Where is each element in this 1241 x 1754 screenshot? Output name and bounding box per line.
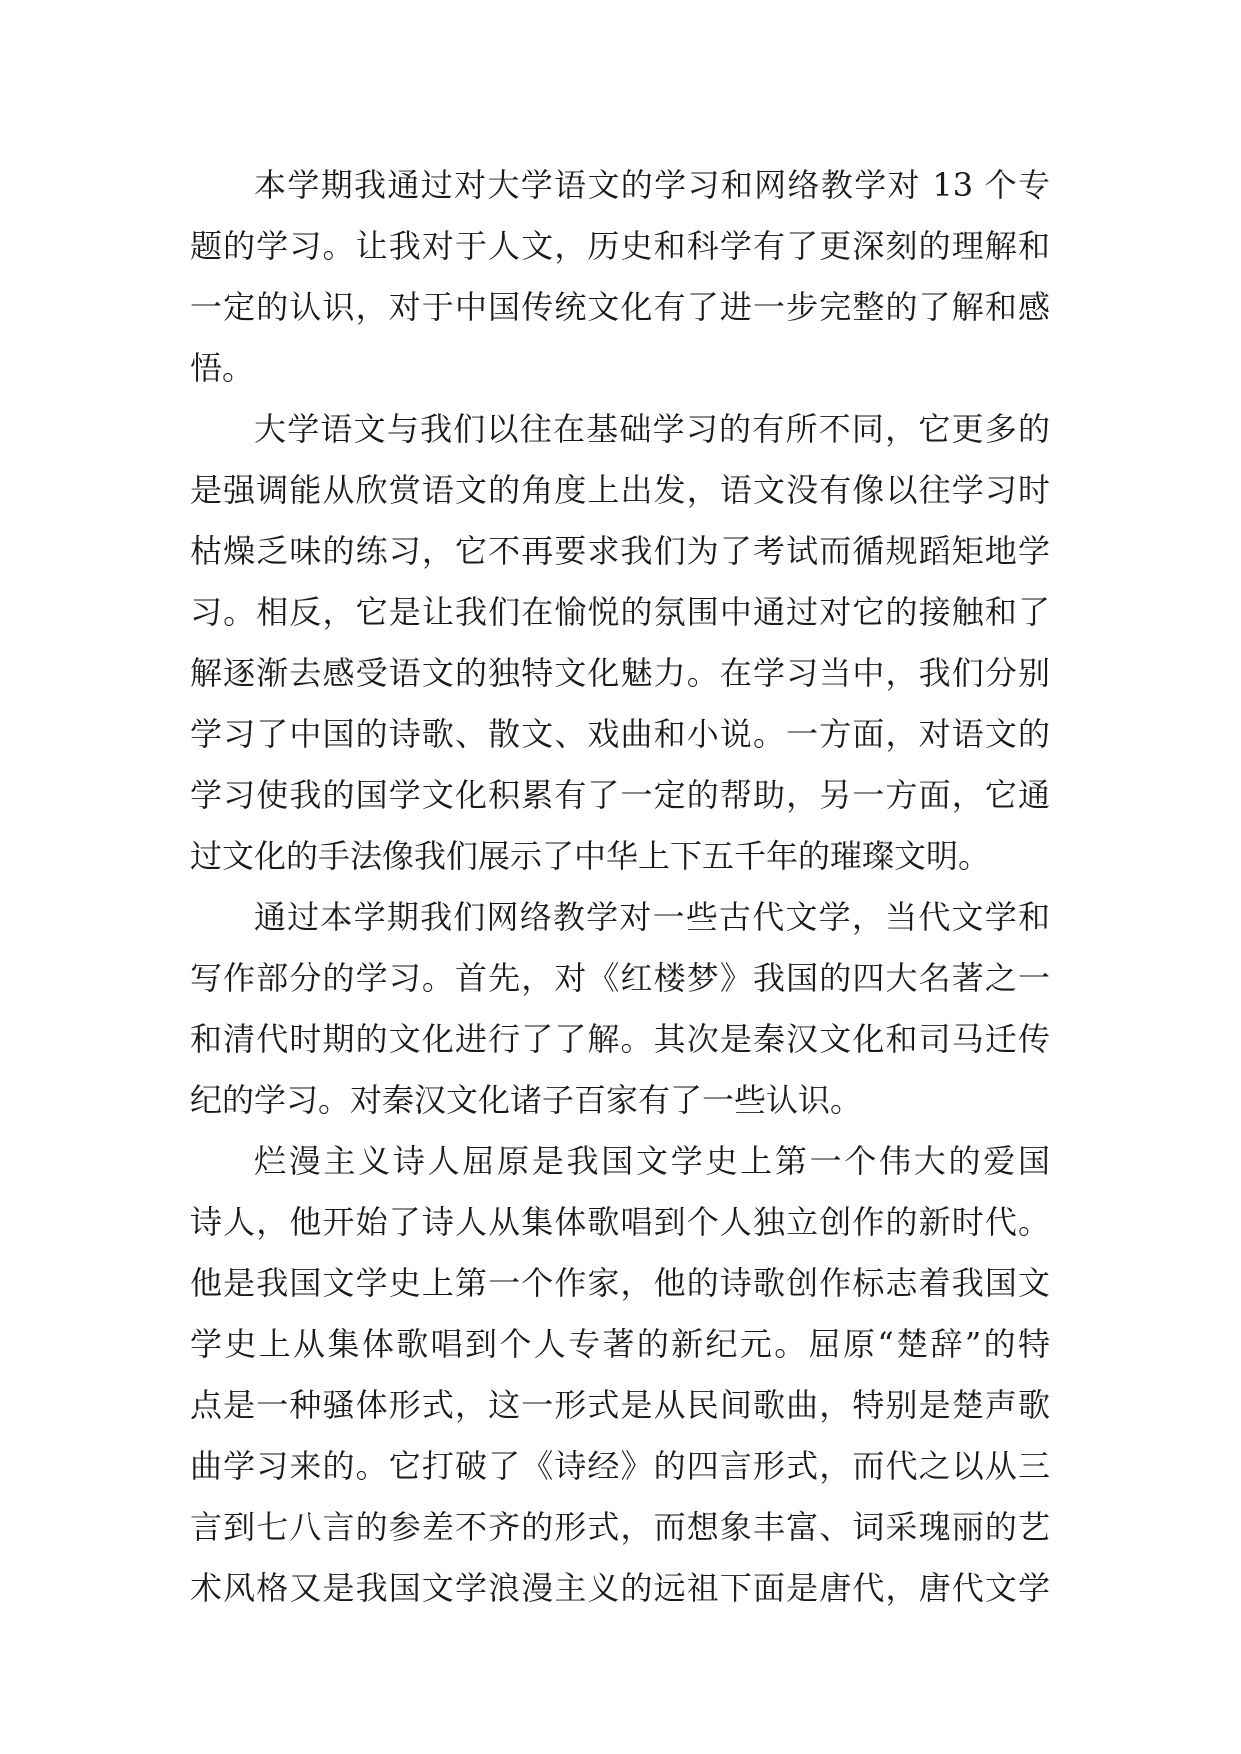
document-body (190, 155, 1050, 1619)
text-line: 解逐渐去感受语文的独特文化魅力。在学习当中，我们分别 (190, 654, 1050, 692)
text-line: 术风格又是我国文学浪漫主义的远祖下面是唐代，唐代文学 (190, 1569, 1050, 1607)
text-line: 通过本学期我们网络教学对一些古代文学，当代文学和 (254, 898, 1050, 936)
text-line: 学习了中国的诗歌、散文、戏曲和小说。一方面，对语文的 (190, 715, 1050, 753)
text-line: 点是一种骚体形式，这一形式是从民间歌曲，特别是楚声歌 (190, 1386, 1050, 1424)
paragraph-1 (190, 155, 1050, 399)
text-line: 大学语文与我们以往在基础学习的有所不同，它更多的 (254, 410, 1050, 448)
text-line: 本学期我通过对大学语文的学习和网络教学对 13 个专 (254, 166, 1050, 204)
text-line: 诗人，他开始了诗人从集体歌唱到个人独立创作的新时代。 (190, 1203, 1050, 1241)
paragraph-3 (190, 887, 1050, 1131)
text-line: 学史上从集体歌唱到个人专著的新纪元。屈原“楚辞”的特 (190, 1325, 1050, 1363)
text-line: 言到七八言的参差不齐的形式，而想象丰富、词采瑰丽的艺 (190, 1508, 1050, 1546)
text-line: 写作部分的学习。首先，对《红楼梦》我国的四大名著之一 (190, 959, 1050, 997)
text-line: 他是我国文学史上第一个作家，他的诗歌创作标志着我国文 (190, 1264, 1050, 1302)
text-line: 悟。 (190, 349, 255, 387)
text-line: 曲学习来的。它打破了《诗经》的四言形式，而代之以从三 (190, 1447, 1050, 1485)
text-line: 过文化的手法像我们展示了中华上下五千年的璀璨文明。 (190, 837, 991, 875)
paragraph-2 (190, 399, 1050, 887)
text-line: 是强调能从欣赏语文的角度上出发，语文没有像以往学习时 (190, 471, 1050, 509)
text-line: 和清代时期的文化进行了了解。其次是秦汉文化和司马迁传 (190, 1020, 1050, 1058)
text-line: 烂漫主义诗人屈原是我国文学史上第一个伟大的爱国 (254, 1142, 1050, 1180)
text-line: 题的学习。让我对于人文，历史和科学有了更深刻的理解和 (190, 227, 1050, 265)
text-line: 学习使我的国学文化积累有了一定的帮助，另一方面，它通 (190, 776, 1050, 814)
text-line: 枯燥乏味的练习，它不再要求我们为了考试而循规蹈矩地学 (190, 532, 1050, 570)
text-line: 一定的认识，对于中国传统文化有了进一步完整的了解和感 (190, 288, 1050, 326)
text-line: 纪的学习。对秦汉文化诸子百家有了一些认识。 (190, 1081, 863, 1119)
text-line: 习。相反，它是让我们在愉悦的氛围中通过对它的接触和了 (190, 593, 1050, 631)
paragraph-4 (190, 1131, 1050, 1619)
